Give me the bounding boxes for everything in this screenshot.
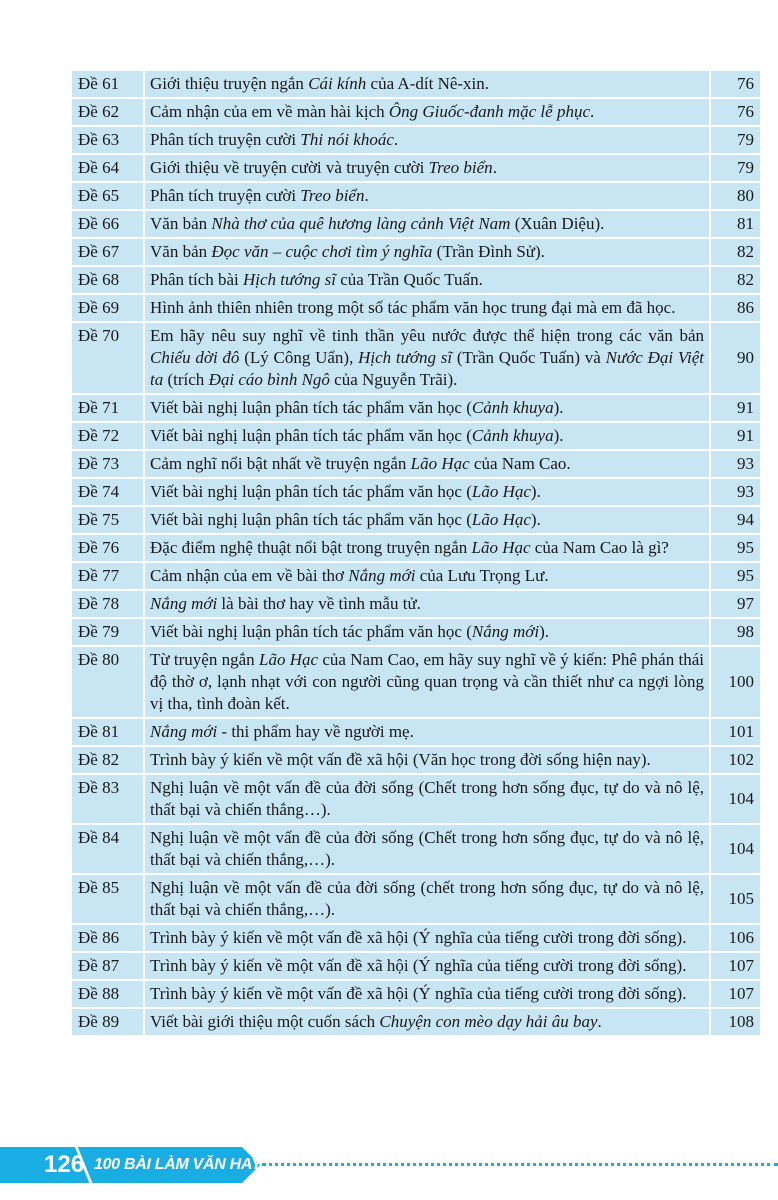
title-text: Trình bày ý kiến về một vấn đề xã hội (Ý nghĩa của tiếng cười trong đời sống). xyxy=(150,956,687,975)
title-text: Viết bài nghị luận phân tích tác phẩm văn học ( xyxy=(150,482,472,501)
title-text: Phân tích truyện cười xyxy=(150,186,301,205)
table-row xyxy=(72,619,760,645)
page-ref: 100 xyxy=(711,647,760,717)
table-row xyxy=(72,719,760,745)
exercise-number: Đề 82 xyxy=(72,747,143,773)
page-ref: 93 xyxy=(711,479,760,505)
exercise-title xyxy=(145,775,709,823)
work-title: Hịch tướng sĩ xyxy=(358,348,453,367)
title-text: của Nguyễn Trãi). xyxy=(329,370,458,389)
page-ref: 90 xyxy=(711,323,760,393)
exercise-number: Đề 75 xyxy=(72,507,143,533)
work-title: Nắng mới xyxy=(150,722,218,741)
title-text: Nghị luận về một vấn đề của đời sống (chết trong hơn sống đục, tự do và nô lệ, thất bại và chiến thắng,…). xyxy=(150,878,704,919)
work-title: Cảnh khuya xyxy=(471,426,554,445)
work-title: Lão Hạc xyxy=(471,482,531,501)
title-text: của Nam Cao là gì? xyxy=(530,538,669,557)
title-text: Viết bài nghị luận phân tích tác phẩm văn học ( xyxy=(150,398,472,417)
title-text: của Trần Quốc Tuấn. xyxy=(335,270,483,289)
exercise-number: Đề 61 xyxy=(72,71,143,97)
title-text: ). xyxy=(553,398,564,417)
exercise-title xyxy=(145,155,709,181)
page-ref: 105 xyxy=(711,875,760,923)
exercise-title xyxy=(145,451,709,477)
page-ref: 86 xyxy=(711,295,760,321)
exercise-number: Đề 84 xyxy=(72,825,143,873)
table-row xyxy=(72,267,760,293)
work-title: Lão Hạc xyxy=(471,538,531,557)
table-row xyxy=(72,295,760,321)
exercise-title xyxy=(145,953,709,979)
page-ref: 94 xyxy=(711,507,760,533)
exercise-number: Đề 80 xyxy=(72,647,143,717)
table-row xyxy=(72,99,760,125)
exercise-number: Đề 63 xyxy=(72,127,143,153)
title-text: Văn bản xyxy=(150,242,212,261)
exercise-title xyxy=(145,563,709,589)
exercise-title xyxy=(145,507,709,533)
exercise-number: Đề 86 xyxy=(72,925,143,951)
work-title: Lão Hạc xyxy=(410,454,470,473)
exercise-title xyxy=(145,183,709,209)
title-text: Giới thiệu truyện ngắn xyxy=(150,74,309,93)
title-text: ). xyxy=(530,510,541,529)
exercise-number: Đề 87 xyxy=(72,953,143,979)
title-text: Phân tích truyện cười xyxy=(150,130,301,149)
work-title: Nắng mới xyxy=(471,622,540,641)
page-ref: 82 xyxy=(711,267,760,293)
table-row xyxy=(72,507,760,533)
page-ref: 108 xyxy=(711,1009,760,1035)
exercise-title xyxy=(145,591,709,617)
exercise-title xyxy=(145,211,709,237)
exercise-title xyxy=(145,1009,709,1035)
page-ref: 95 xyxy=(711,563,760,589)
page-ref: 76 xyxy=(711,99,760,125)
dotted-rule xyxy=(262,1163,778,1166)
table-row xyxy=(72,155,760,181)
exercise-title xyxy=(145,925,709,951)
page-ref: 81 xyxy=(711,211,760,237)
title-text: . xyxy=(492,158,497,177)
exercise-title xyxy=(145,239,709,265)
table-row xyxy=(72,323,760,393)
work-title: Nhà thơ của quê hương làng cảnh Việt Nam xyxy=(211,214,511,233)
work-title: Cảnh khuya xyxy=(471,398,554,417)
exercise-title xyxy=(145,479,709,505)
title-text: Cảm nhận của em về màn hài kịch xyxy=(150,102,389,121)
exercise-number: Đề 65 xyxy=(72,183,143,209)
table-row xyxy=(72,239,760,265)
title-text: - thi phẩm hay về người mẹ. xyxy=(217,722,414,741)
title-text: Trình bày ý kiến về một vấn đề xã hội (Văn học trong đời sống hiện nay). xyxy=(150,750,651,769)
table-row xyxy=(72,71,760,97)
page-ref: 76 xyxy=(711,71,760,97)
title-text: ). xyxy=(539,622,549,641)
title-text: . xyxy=(597,1012,602,1031)
table-row xyxy=(72,211,760,237)
table-row xyxy=(72,423,760,449)
exercise-title xyxy=(145,127,709,153)
title-text: ). xyxy=(553,426,564,445)
page-ref: 102 xyxy=(711,747,760,773)
table-row xyxy=(72,747,760,773)
title-text: (Xuân Diệu). xyxy=(510,214,605,233)
title-text: Hình ảnh thiên nhiên trong một số tác phẩm văn học trung đại mà em đã học. xyxy=(150,298,676,317)
title-text: Đặc điểm nghệ thuật nổi bật trong truyện ngắn xyxy=(150,538,472,557)
title-text: Viết bài nghị luận phân tích tác phẩm văn học ( xyxy=(150,622,472,641)
page-ref: 107 xyxy=(711,953,760,979)
page-ref: 79 xyxy=(711,155,760,181)
title-text: Nghị luận về một vấn đề của đời sống (Chết trong hơn sống đục, tự do và nô lệ, thất bại và chiến thắng…). xyxy=(150,778,704,819)
work-title: Chiếu dời đô xyxy=(150,348,240,367)
work-title: Cái kính xyxy=(308,74,367,93)
page-footer xyxy=(0,1147,778,1185)
page-ref: 79 xyxy=(711,127,760,153)
exercise-title xyxy=(145,267,709,293)
title-text: Trình bày ý kiến về một vấn đề xã hội (Ý nghĩa của tiếng cười trong đời sống). xyxy=(150,928,687,947)
exercise-title xyxy=(145,981,709,1007)
table-row xyxy=(72,981,760,1007)
work-title: Treo biển xyxy=(300,186,365,205)
exercise-title xyxy=(145,719,709,745)
exercise-number: Đề 89 xyxy=(72,1009,143,1035)
title-text: (Lý Công Uẩn), xyxy=(239,348,359,367)
book-title: 100 BÀI LÀM VĂN HAY LỚP 8 xyxy=(94,1156,311,1173)
exercise-title xyxy=(145,323,709,393)
page-ref: 82 xyxy=(711,239,760,265)
table-row xyxy=(72,479,760,505)
title-text: của A-dít Nê-xin. xyxy=(366,74,490,93)
page-ref: 91 xyxy=(711,423,760,449)
title-text: Nghị luận về một vấn đề của đời sống (Chết trong hơn sống đục, tự do và nô lệ, thất bại và chiến thắng,…). xyxy=(150,828,704,869)
page-ref: 101 xyxy=(711,719,760,745)
work-title: Hịch tướng sĩ xyxy=(243,270,336,289)
title-text: (trích xyxy=(163,370,209,389)
work-title: Chuyện con mèo dạy hải âu bay xyxy=(379,1012,598,1031)
title-text: (Trần Quốc Tuấn) và xyxy=(452,348,606,367)
exercise-number: Đề 71 xyxy=(72,395,143,421)
title-text: Từ truyện ngắn xyxy=(150,650,259,669)
page-ref: 107 xyxy=(711,981,760,1007)
exercise-number: Đề 78 xyxy=(72,591,143,617)
title-text: của Nam Cao. xyxy=(469,454,571,473)
work-title: Treo biển xyxy=(428,158,493,177)
title-text: Phân tích bài xyxy=(150,270,244,289)
exercise-number: Đề 81 xyxy=(72,719,143,745)
title-text: Viết bài giới thiệu một cuốn sách xyxy=(150,1012,380,1031)
page-ref: 104 xyxy=(711,775,760,823)
exercise-number: Đề 79 xyxy=(72,619,143,645)
work-title: Đại cáo bình Ngô xyxy=(208,370,330,389)
table-row xyxy=(72,183,760,209)
work-title: Nước Đại Việt ta xyxy=(150,348,704,389)
title-text: ). xyxy=(530,482,541,501)
exercise-number: Đề 72 xyxy=(72,423,143,449)
table-row xyxy=(72,127,760,153)
exercise-title xyxy=(145,619,709,645)
page-ref: 98 xyxy=(711,619,760,645)
exercise-title xyxy=(145,99,709,125)
title-text: của Lưu Trọng Lư. xyxy=(415,566,549,585)
exercise-number: Đề 70 xyxy=(72,323,143,393)
exercise-title xyxy=(145,535,709,561)
table-row xyxy=(72,647,760,717)
page-number: 126 xyxy=(44,1151,85,1178)
exercise-title xyxy=(145,647,709,717)
exercise-title xyxy=(145,747,709,773)
table-row xyxy=(72,925,760,951)
table-row xyxy=(72,1009,760,1035)
work-title: Ông Giuốc-đanh mặc lễ phục xyxy=(388,102,590,121)
title-text: (Trần Đình Sử). xyxy=(432,242,545,261)
work-title: Nắng mới xyxy=(150,594,218,613)
table-row xyxy=(72,953,760,979)
title-text: Cảm nghĩ nổi bật nhất về truyện ngắn xyxy=(150,454,411,473)
title-text: Viết bài nghị luận phân tích tác phẩm văn học ( xyxy=(150,426,472,445)
exercise-number: Đề 77 xyxy=(72,563,143,589)
table-row xyxy=(72,563,760,589)
exercise-title xyxy=(145,825,709,873)
exercise-title xyxy=(145,395,709,421)
page-ref: 80 xyxy=(711,183,760,209)
exercise-number: Đề 64 xyxy=(72,155,143,181)
exercise-title xyxy=(145,875,709,923)
title-text: Em hãy nêu suy nghĩ về tinh thần yêu nước được thể hiện trong các văn bản xyxy=(150,326,704,345)
work-title: Thi nói khoác xyxy=(300,130,394,149)
table-row xyxy=(72,591,760,617)
table-row xyxy=(72,535,760,561)
title-text: Giới thiệu về truyện cười và truyện cười xyxy=(150,158,429,177)
page-ref: 93 xyxy=(711,451,760,477)
work-title: Nắng mới xyxy=(348,566,416,585)
page-ref: 106 xyxy=(711,925,760,951)
exercise-number: Đề 83 xyxy=(72,775,143,823)
table-row xyxy=(72,875,760,923)
table-row xyxy=(72,775,760,823)
exercise-number: Đề 67 xyxy=(72,239,143,265)
exercise-number: Đề 88 xyxy=(72,981,143,1007)
exercise-title xyxy=(145,295,709,321)
title-text: là bài thơ hay về tình mẫu tử. xyxy=(217,594,421,613)
title-text: . xyxy=(364,186,369,205)
title-text: . xyxy=(393,130,399,149)
page-ref: 97 xyxy=(711,591,760,617)
exercise-number: Đề 62 xyxy=(72,99,143,125)
table-row xyxy=(72,395,760,421)
page-ref: 95 xyxy=(711,535,760,561)
title-text: của Nam Cao, em hãy suy nghĩ về ý kiến: Phê phán thái độ thờ ơ, lạnh nhạt với con người cũng quan trọng và cần thiết như ca ngợi lòng vị tha, tình đoàn kết. xyxy=(150,650,705,713)
exercise-title xyxy=(145,71,709,97)
exercise-number: Đề 74 xyxy=(72,479,143,505)
exercise-number: Đề 76 xyxy=(72,535,143,561)
title-text: Cảm nhận của em về bài thơ xyxy=(150,566,349,585)
exercise-title xyxy=(145,423,709,449)
title-text: Viết bài nghị luận phân tích tác phẩm văn học ( xyxy=(150,510,472,529)
exercise-number: Đề 69 xyxy=(72,295,143,321)
work-title: Lão Hạc xyxy=(471,510,531,529)
page-ref: 91 xyxy=(711,395,760,421)
exercise-number: Đề 66 xyxy=(72,211,143,237)
table-of-contents xyxy=(70,69,762,1037)
work-title: Lão Hạc xyxy=(258,650,319,669)
title-text: Trình bày ý kiến về một vấn đề xã hội (Ý nghĩa của tiếng cười trong đời sống). xyxy=(150,984,687,1003)
exercise-number: Đề 85 xyxy=(72,875,143,923)
page-ref: 104 xyxy=(711,825,760,873)
title-text: . xyxy=(590,102,595,121)
work-title: Đọc văn – cuộc chơi tìm ý nghĩa xyxy=(211,242,433,261)
table-row xyxy=(72,451,760,477)
title-text: Văn bản xyxy=(150,214,212,233)
exercise-number: Đề 68 xyxy=(72,267,143,293)
table-row xyxy=(72,825,760,873)
exercise-number: Đề 73 xyxy=(72,451,143,477)
